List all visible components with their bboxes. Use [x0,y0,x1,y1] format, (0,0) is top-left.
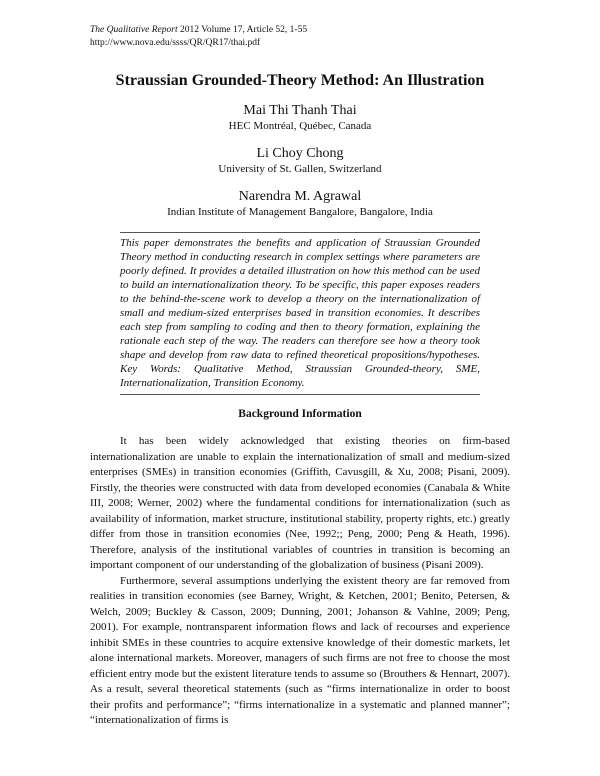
journal-name: The Qualitative Report [90,25,178,35]
paragraph-2: Furthermore, several assumptions underlying the existent theory are far removed from realities in transition economies (see Barney, Wright, & Ketchen, 2001; Benito, Petersen, & Welch, 2009; Buckley & Casson, 2009; Dunning, 2001; Johanson & Vahlne, 2009; Peng, 2001). For example, nontransparent information flows and lack of recourses and experience inhibit SMEs in these countries to acquire extensive knowledge of their domestic markets, let alone international markets. Moreover, managers of such firms are not free to choose the most efficient entry mode but the existent literature tends to assume so (Brouthers & Hennart, 2007). As a result, several theoretical statements (such as “firms internationalize in order to boost their profits and performance”; “firms internationalize in a systematic and planned manner”; “internationalization of firms is [90,574,510,726]
author-name: Narendra M. Agrawal [238,189,362,204]
article-url[interactable]: http://www.nova.edu/ssss/QR/QR17/thai.pdf [90,38,261,48]
running-header [90,24,307,50]
paragraph-1: It has been widely acknowledged that existing theories on firm-based internationalization are unable to explain the internationalization of small and medium-sized enterprises (SMEs) in transition economies (Griffith, Cavusgill, & Xu, 2008; Pisani, 2009). Firstly, the theories were constructed with data from developed economies (Canabala & White III, 2008; Werner, 2002) where the fundamental conditions for internationalization (such as availability of information, market structure, institutional stability, property rights, etc.) greatly differ from those in transition economies (Nee, 1992;; Peng, 2000; Peng & Heath, 1996). Therefore, analysis of the institutional variables of countries in transition is becoming an important component of our understanding of the globalization of business (Pisani 2009). [90,435,510,571]
author-name: Li Choy Chong [256,146,344,161]
section-heading: Background Information [238,408,362,420]
author-affiliation: University of St. Gallen, Switzerland [218,163,382,175]
author-block-1 [0,102,600,133]
author-affiliation: HEC Montréal, Québec, Canada [228,120,372,132]
journal-citation [90,24,307,37]
paper-title: Straussian Grounded-Theory Method: An Illustration [115,72,485,89]
author-affiliation: Indian Institute of Management Bangalore, Bangalore, India [167,206,433,218]
body-text [90,434,510,729]
author-block-2 [0,145,600,176]
author-block-3 [0,188,600,219]
volume-info: 2012 Volume 17, Article 52, 1-55 [177,25,308,35]
author-name: Mai Thi Thanh Thai [243,103,357,118]
abstract: This paper demonstrates the benefits and application of Straussian Grounded Theory method in conducting research in complex settings where parameters are poorly defined. It provides a detailed illustration on how this method can be used to build an internationalization theory. To be specific, this paper exposes readers to the behind-the-scene work to develop a theory on the internationalization of small and medium-sized enterprises based in transition economies. It describes each step from sampling to coding and then to theory formation, explaining the rationale each step of the way. The readers can therefore see how a theory took shape and develop from raw data to refined theoretical propositions/hypotheses. Key Words: Qualitative Method, Straussian Grounded-theory, SME, Internationalization, Transition Economy. [120,232,480,395]
